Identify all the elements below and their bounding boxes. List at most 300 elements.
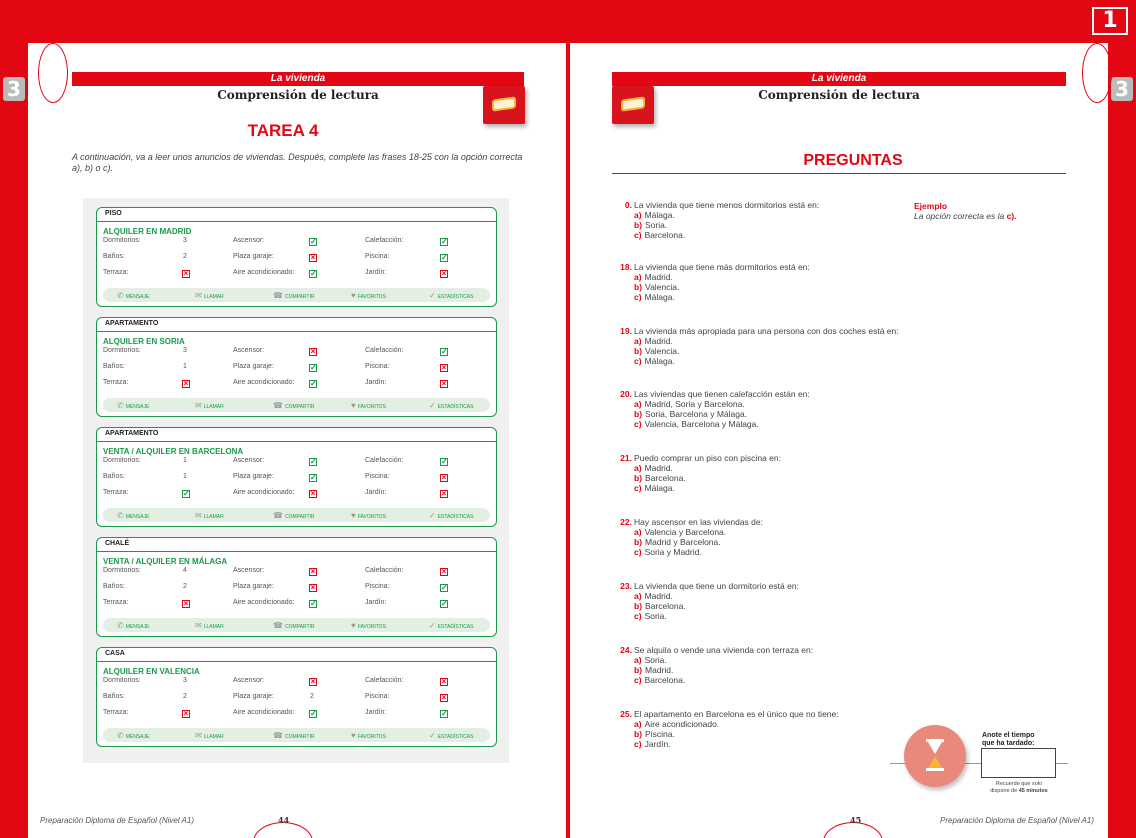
feature-label: Piscina: (365, 693, 390, 700)
cross-icon: × (441, 363, 447, 372)
listing-type: CASA (105, 650, 125, 657)
section-subtitle-left: Comprensión de lectura (217, 88, 379, 102)
option-text: Valencia y Barcelona. (644, 527, 727, 537)
option-letter: a) (634, 336, 642, 346)
listing-action-estadísticas[interactable] (429, 401, 473, 410)
answer-option[interactable] (610, 739, 910, 749)
option-letter: a) (634, 591, 642, 601)
action-label: ESTADÍSTICAS (437, 404, 474, 410)
option-text: Barcelona. (645, 601, 686, 611)
option-text: Barcelona. (645, 473, 686, 483)
option-text: Madrid. (644, 463, 673, 473)
listing-type: CHALÉ (105, 540, 130, 547)
listing-action-llamar[interactable] (195, 291, 224, 300)
check-icon: ✓ (441, 599, 448, 608)
task-title: TAREA 4 (247, 121, 319, 140)
envelope-icon: ✉ (195, 621, 202, 630)
feature-label: Dormitorios: (103, 567, 141, 574)
action-label: COMPARTIR (284, 624, 315, 630)
option-letter: c) (634, 547, 642, 557)
listing-divider (97, 551, 496, 552)
footer-right: Preparación Diploma de Español (Nivel A1) (940, 816, 1094, 825)
decorative-curve-left (38, 43, 68, 103)
listing-action-mensaje[interactable] (117, 401, 149, 410)
listing-divider (97, 441, 496, 442)
listing-action-estadísticas[interactable] (429, 731, 473, 740)
listing-feature-row (103, 709, 490, 721)
option-text: Madrid. (644, 336, 673, 346)
cross-icon: × (183, 379, 189, 388)
listing-feature-row (103, 677, 490, 689)
listing-feature-row (103, 567, 490, 579)
answer-option[interactable] (610, 719, 910, 729)
feature-label: Aire acondicionado: (233, 599, 295, 606)
check-icon: ✓ (310, 363, 317, 372)
phone-icon: ✆ (117, 401, 124, 410)
check-icon: ✓ (441, 709, 448, 718)
feature-label: Baños: (103, 363, 125, 370)
listing-feature-row (103, 457, 490, 469)
listing-feature-row (103, 489, 490, 501)
feature-value: 2 (183, 253, 187, 260)
phone-icon: ✆ (117, 621, 124, 630)
option-text: Madrid. (644, 591, 673, 601)
feature-label: Baños: (103, 473, 125, 480)
action-label: MENSAJE (125, 294, 150, 300)
left-edge-strip (0, 43, 28, 838)
option-text: Soria. (644, 655, 667, 665)
listing-card (96, 427, 497, 527)
feature-label: Aire acondicionado: (233, 709, 295, 716)
feature-label: Ascensor: (233, 567, 265, 574)
answer-option[interactable] (610, 336, 910, 346)
feature-label: Baños: (103, 583, 125, 590)
action-label: FAVORITOS (357, 404, 386, 410)
listing-feature-row (103, 473, 490, 485)
listing-action-llamar[interactable] (195, 621, 224, 630)
option-letter: a) (634, 272, 642, 282)
option-text: Valencia. (645, 282, 680, 292)
listing-action-favoritos[interactable] (351, 511, 386, 520)
question-number: 20. (620, 389, 632, 399)
check-icon: ✓ (310, 237, 317, 246)
section-number-right: 3 (1111, 77, 1133, 101)
listing-feature-row (103, 347, 490, 359)
answer-option[interactable] (610, 729, 910, 739)
task-instructions: A continuación, va a leer unos anuncios de viviendas. Después, complete las frases 18-25 con la opción correcta a), b) o c). (72, 152, 523, 173)
answer-option[interactable] (610, 409, 910, 419)
cross-icon: × (183, 599, 189, 608)
feature-value: 1 (183, 363, 187, 370)
check-icon: ✓ (441, 583, 448, 592)
listing-action-favoritos[interactable] (351, 621, 386, 630)
option-letter: b) (634, 473, 643, 483)
answer-option[interactable] (610, 220, 910, 230)
telephone-icon: ☎ (273, 401, 283, 410)
questions-divider (612, 173, 1066, 174)
question-number: 21. (620, 453, 632, 463)
feature-label: Plaza garaje: (233, 473, 274, 480)
answer-option[interactable] (610, 282, 910, 292)
heart-icon: ♥ (351, 291, 356, 300)
check-icon: ✓ (310, 709, 317, 718)
feature-value: 3 (183, 677, 187, 684)
question-item (610, 581, 910, 621)
answer-option[interactable] (610, 537, 910, 547)
option-letter: b) (634, 346, 643, 356)
listing-action-compartir[interactable] (273, 401, 315, 410)
listing-action-compartir[interactable] (273, 731, 315, 740)
listing-action-compartir[interactable] (273, 511, 315, 520)
answer-option[interactable] (610, 272, 910, 282)
question-text: La vivienda que tiene un dormitorio está en: (634, 581, 799, 591)
listing-title: VENTA / ALQUILER EN MÁLAGA (103, 557, 228, 566)
question-item (610, 709, 910, 749)
question-text: Puedo comprar un piso con piscina en: (634, 453, 781, 463)
feature-label: Jardín: (365, 269, 387, 276)
option-letter: b) (634, 665, 643, 675)
telephone-icon: ☎ (273, 511, 283, 520)
answer-option[interactable] (610, 601, 910, 611)
action-label: MENSAJE (125, 734, 150, 740)
feature-label: Ascensor: (233, 457, 265, 464)
action-label: LLAMAR (203, 514, 224, 520)
feature-label: Dormitorios: (103, 347, 141, 354)
hourglass-icon (926, 739, 944, 771)
action-label: FAVORITOS (357, 624, 386, 630)
listing-action-mensaje[interactable] (117, 291, 149, 300)
answer-option[interactable] (610, 356, 910, 366)
question-text: Las viviendas que tienen calefacción están en: (634, 389, 810, 399)
check-icon: ✓ (310, 379, 317, 388)
feature-label: Baños: (103, 693, 125, 700)
answer-option[interactable] (610, 230, 910, 240)
feature-label: Calefacción: (365, 567, 404, 574)
listing-action-bar (103, 398, 490, 412)
option-letter: b) (634, 729, 643, 739)
feature-label: Terraza: (103, 709, 129, 716)
listing-divider (97, 661, 496, 662)
listing-card (96, 207, 497, 307)
listing-action-llamar[interactable] (195, 511, 224, 520)
cross-icon: × (310, 677, 316, 686)
question-item (610, 645, 910, 685)
listing-card (96, 537, 497, 637)
feature-value: 2 (183, 583, 187, 590)
feature-value: 2 (310, 693, 314, 700)
page-number-left: 44 (278, 815, 290, 825)
option-letter: a) (634, 655, 642, 665)
feature-label: Plaza garaje: (233, 253, 274, 260)
check-icon: ✓ (429, 731, 436, 740)
answer-option[interactable] (610, 210, 910, 220)
answer-option[interactable] (610, 527, 910, 537)
listing-action-mensaje[interactable] (117, 731, 149, 740)
option-letter: c) (634, 611, 642, 621)
check-icon: ✓ (310, 269, 317, 278)
option-text: Soria. (645, 220, 668, 230)
listing-action-estadísticas[interactable] (429, 511, 473, 520)
option-text: Málaga. (644, 483, 675, 493)
listing-feature-row (103, 363, 490, 375)
feature-label: Jardín: (365, 489, 387, 496)
envelope-icon: ✉ (195, 511, 202, 520)
option-text: Valencia. (645, 346, 680, 356)
option-letter: c) (634, 419, 642, 429)
action-label: MENSAJE (125, 514, 150, 520)
listing-feature-row (103, 599, 490, 611)
question-number: 0. (624, 200, 632, 210)
option-letter: b) (634, 601, 643, 611)
feature-label: Jardín: (365, 599, 387, 606)
listing-card (96, 317, 497, 417)
feature-label: Piscina: (365, 363, 390, 370)
check-icon: ✓ (429, 621, 436, 630)
answer-option[interactable] (610, 419, 910, 429)
check-icon: ✓ (310, 473, 317, 482)
listing-feature-row (103, 237, 490, 249)
section-title-bar-left: La vivienda (72, 72, 524, 86)
option-text: Soria, Barcelona y Málaga. (645, 409, 748, 419)
listing-title: VENTA / ALQUILER EN BARCELONA (103, 447, 244, 456)
listing-action-mensaje[interactable] (117, 511, 149, 520)
feature-label: Calefacción: (365, 237, 404, 244)
feature-label: Jardín: (365, 379, 387, 386)
answer-option[interactable] (610, 292, 910, 302)
action-label: MENSAJE (125, 404, 150, 410)
feature-value: 1 (183, 457, 187, 464)
option-letter: c) (634, 356, 642, 366)
section-subtitle-right: Comprensión de lectura (758, 88, 920, 102)
cross-icon: × (310, 583, 316, 592)
question-text: La vivienda que tiene menos dormitorios está en: (634, 200, 820, 210)
questions-heading: PREGUNTAS (803, 152, 903, 169)
heart-icon: ♥ (351, 731, 356, 740)
option-letter: a) (634, 210, 642, 220)
cross-icon: × (183, 709, 189, 718)
answer-option[interactable] (610, 655, 910, 665)
feature-label: Aire acondicionado: (233, 379, 295, 386)
option-letter: a) (634, 463, 642, 473)
check-icon: ✓ (441, 347, 448, 356)
check-icon: ✓ (441, 237, 448, 246)
answer-option[interactable] (610, 346, 910, 356)
listing-feature-row (103, 269, 490, 281)
action-label: ESTADÍSTICAS (437, 514, 474, 520)
cross-icon: × (310, 489, 316, 498)
option-letter: c) (634, 292, 642, 302)
phone-icon: ✆ (117, 511, 124, 520)
listing-type: PISO (105, 210, 122, 217)
time-entry-box[interactable] (981, 748, 1056, 778)
listing-action-estadísticas[interactable] (429, 621, 473, 630)
heart-icon: ♥ (351, 511, 356, 520)
cross-icon: × (441, 567, 447, 576)
listing-action-llamar[interactable] (195, 401, 224, 410)
feature-label: Baños: (103, 253, 125, 260)
action-label: ESTADÍSTICAS (437, 734, 474, 740)
envelope-icon: ✉ (195, 731, 202, 740)
option-text: Málaga. (644, 210, 675, 220)
example-text: La opción correcta es la c). (914, 211, 1017, 221)
cross-icon: × (441, 489, 447, 498)
answer-option[interactable] (610, 547, 910, 557)
answer-option[interactable] (610, 675, 910, 685)
question-number: 25. (620, 709, 632, 719)
envelope-icon: ✉ (195, 291, 202, 300)
check-icon: ✓ (310, 599, 317, 608)
action-label: ESTADÍSTICAS (437, 624, 474, 630)
feature-label: Terraza: (103, 269, 129, 276)
answer-option[interactable] (610, 399, 910, 409)
listing-action-mensaje[interactable] (117, 621, 149, 630)
option-letter: b) (634, 537, 643, 547)
action-label: LLAMAR (203, 404, 224, 410)
listing-card (96, 647, 497, 747)
option-text: Aire acondicionado. (644, 719, 720, 729)
action-label: ESTADÍSTICAS (437, 294, 474, 300)
action-label: COMPARTIR (284, 294, 315, 300)
check-icon: ✓ (429, 291, 436, 300)
example-note (914, 201, 1017, 221)
feature-label: Plaza garaje: (233, 363, 274, 370)
listing-action-favoritos[interactable] (351, 291, 386, 300)
option-text: Madrid y Barcelona. (645, 537, 721, 547)
answer-option[interactable] (610, 591, 910, 601)
option-letter: b) (634, 220, 643, 230)
cross-icon: × (441, 379, 447, 388)
cross-icon: × (310, 253, 316, 262)
action-label: MENSAJE (125, 624, 150, 630)
action-label: FAVORITOS (357, 734, 386, 740)
listing-type: APARTAMENTO (105, 320, 159, 327)
listing-type: APARTAMENTO (105, 430, 159, 437)
question-number: 24. (620, 645, 632, 655)
feature-label: Piscina: (365, 253, 390, 260)
footer-left: Preparación Diploma de Español (Nivel A1) (40, 816, 194, 825)
check-icon: ✓ (429, 401, 436, 410)
feature-value: 3 (183, 347, 187, 354)
listing-title: ALQUILER EN VALENCIA (103, 667, 200, 676)
question-number: 18. (620, 262, 632, 272)
telephone-icon: ☎ (273, 621, 283, 630)
feature-value: 4 (183, 567, 187, 574)
feature-label: Calefacción: (365, 677, 404, 684)
section-title-bar-right: La vivienda (612, 72, 1066, 86)
listing-action-estadísticas[interactable] (429, 291, 473, 300)
option-letter: b) (634, 409, 643, 419)
timer-label: Anote el tiempo que ha tardado: (982, 732, 1035, 747)
right-page-content (570, 0, 1136, 838)
ads-panel (83, 198, 509, 763)
listing-action-compartir[interactable] (273, 291, 315, 300)
action-label: LLAMAR (203, 294, 224, 300)
listing-action-favoritos[interactable] (351, 731, 386, 740)
feature-label: Aire acondicionado: (233, 489, 295, 496)
answer-option[interactable] (610, 665, 910, 675)
listing-feature-row (103, 253, 490, 265)
listing-action-bar (103, 288, 490, 302)
listing-action-favoritos[interactable] (351, 401, 386, 410)
action-label: COMPARTIR (284, 734, 315, 740)
cross-icon: × (183, 269, 189, 278)
option-text: Málaga. (644, 356, 675, 366)
listing-divider (97, 221, 496, 222)
answer-option[interactable] (610, 473, 910, 483)
feature-value: 3 (183, 237, 187, 244)
telephone-icon: ☎ (273, 731, 283, 740)
listing-title: ALQUILER EN SORIA (103, 337, 185, 346)
listing-action-compartir[interactable] (273, 621, 315, 630)
heart-icon: ♥ (351, 621, 356, 630)
question-item (610, 517, 910, 557)
feature-label: Jardín: (365, 709, 387, 716)
heart-icon: ♥ (351, 401, 356, 410)
question-item (610, 326, 910, 366)
action-label: COMPARTIR (284, 514, 315, 520)
timer-note: Recuerde que solo dispone de 45 minutos (990, 781, 1048, 794)
option-letter: a) (634, 399, 642, 409)
phone-icon: ✆ (117, 731, 124, 740)
option-letter: c) (634, 483, 642, 493)
feature-label: Calefacción: (365, 457, 404, 464)
action-label: FAVORITOS (357, 514, 386, 520)
action-label: LLAMAR (203, 624, 224, 630)
listing-action-llamar[interactable] (195, 731, 224, 740)
check-icon: ✓ (441, 457, 448, 466)
telephone-icon: ☎ (273, 291, 283, 300)
feature-label: Dormitorios: (103, 457, 141, 464)
feature-label: Terraza: (103, 599, 129, 606)
option-letter: c) (634, 675, 642, 685)
option-letter: c) (634, 739, 642, 749)
feature-label: Calefacción: (365, 347, 404, 354)
option-text: Madrid. (644, 272, 673, 282)
option-text: Madrid. (645, 665, 674, 675)
question-item (610, 262, 910, 302)
listing-action-bar (103, 618, 490, 632)
question-number: 19. (620, 326, 632, 336)
option-text: Soria y Madrid. (644, 547, 702, 557)
answer-option[interactable] (610, 483, 910, 493)
book-icon (483, 86, 525, 124)
option-text: Barcelona. (644, 230, 686, 240)
hourglass-badge (904, 725, 966, 787)
option-letter: a) (634, 527, 642, 537)
check-icon: ✓ (429, 511, 436, 520)
option-text: Málaga. (644, 292, 675, 302)
option-letter: c) (634, 230, 642, 240)
option-text: Madrid, Soria y Barcelona. (644, 399, 745, 409)
check-icon: ✓ (183, 489, 190, 498)
question-text: Se alquila o vende una vivienda con terraza en: (634, 645, 814, 655)
cross-icon: × (441, 473, 447, 482)
listing-feature-row (103, 583, 490, 595)
question-text: El apartamento en Barcelona es el único que no tiene: (634, 709, 839, 719)
answer-option[interactable] (610, 611, 910, 621)
action-label: LLAMAR (203, 734, 224, 740)
cross-icon: × (441, 693, 447, 702)
question-text: La vivienda que tiene más dormitorios está en: (634, 262, 810, 272)
section-number-left: 3 (3, 77, 25, 101)
option-text: Valencia, Barcelona y Málaga. (644, 419, 759, 429)
answer-option[interactable] (610, 463, 910, 473)
listing-feature-row (103, 379, 490, 391)
listing-divider (97, 331, 496, 332)
unit-number-badge: 1 (1092, 7, 1128, 35)
option-letter: b) (634, 282, 643, 292)
example-heading: Ejemplo (914, 201, 948, 211)
